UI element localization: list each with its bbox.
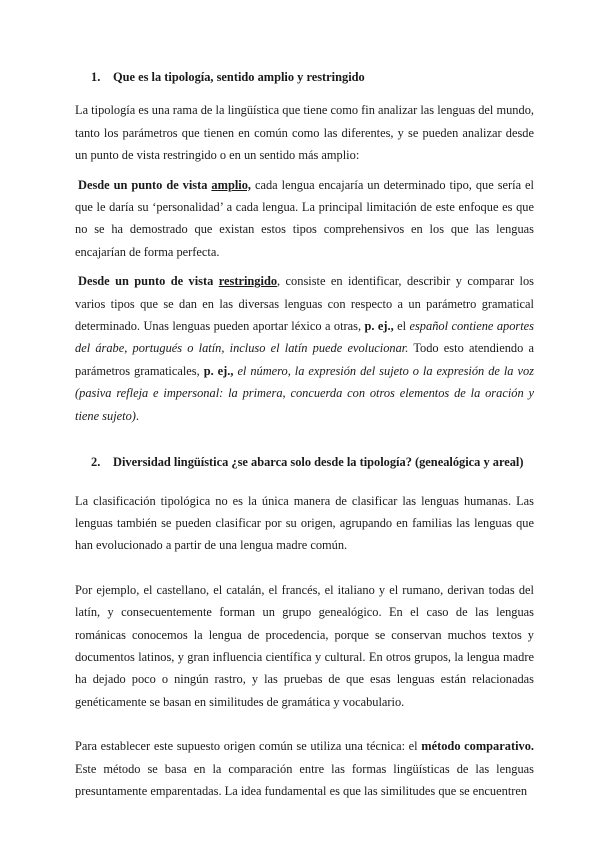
example-marker-2: p. ej., xyxy=(203,363,234,378)
amplio-lead: Desde un punto de vista xyxy=(78,177,208,192)
example-text-2: el número, la expresión del sujeto o la expresión de la voz (pasiva refleja e impersonal: la primera, concuerda con otros elementos de la oración y tiene sujeto) xyxy=(75,363,534,423)
section-1-heading xyxy=(75,66,534,88)
section-2-heading xyxy=(75,451,534,473)
metodo-text-2: Este método se basa en la comparación entre las formas lingüísticas de las lenguas presuntamente emparentadas. La idea fundamental es que las similitudes que se encuentren xyxy=(75,761,534,798)
example-text-1: español contiene aportes del árabe, portugués o latín, incluso el latín puede evolucionar. xyxy=(75,319,534,356)
amplio-text: cada lengua encajaría un determinado tipo, que sería el que le daría su ‘personalidad’ a cada lengua. La principal limitación de este enfoque es que no se ha demostrado que existan estos tipos comprehensivos en los que las lenguas encajarían de forma perfecta. xyxy=(75,177,534,259)
restringido-text-5: . xyxy=(135,408,140,423)
section-1-title: Que es la tipología, sentido amplio y restringido xyxy=(113,70,365,84)
amplio-paragraph xyxy=(75,174,534,264)
restringido-text-1: , consiste en identificar, describir y comparar los varios tipos que se dan en las diversas lenguas con respecto a un parámetro gramatical determinado. Unas lenguas pueden aportar léxico a otras, xyxy=(75,274,535,334)
section-2-number: 2. xyxy=(91,455,101,470)
restringido-text-3: Todo esto atendiendo a parámetros gramaticales, xyxy=(75,341,534,378)
restringido-text-2: el xyxy=(393,319,410,334)
restringido-paragraph xyxy=(75,270,534,427)
amplio-keyword: amplio, xyxy=(211,177,252,192)
ejemplo-paragraph: Por ejemplo, el castellano, el catalán, el francés, el italiano y el rumano, derivan todas del latín, y consecuentemente forman un grupo genealógico. En el caso de las lenguas románicas conocemos la lengua de procedencia, porque se conservan muchos textos y documentos latinos, y gran influencia científica y cultural. En otros grupos, la lengua madre ha dejado poco o ningún rastro, y las pruebas de que esas lenguas están relacionadas genéticamente se basan en similitudes de gramática y vocabulario. xyxy=(75,582,534,709)
metodo-text-1: Para establecer este supuesto origen común se utiliza una técnica: el xyxy=(75,739,422,754)
section-1-number: 1. xyxy=(91,70,101,84)
example-marker-1: p. ej., xyxy=(364,319,394,334)
intro-paragraph: La tipología es una rama de la lingüística que tiene como fin analizar las lenguas del mundo, tanto los parámetros que tienen en común como las diferentes, y se pueden analizar desde un punto de vista restringido o en un sentido más amplio: xyxy=(75,103,534,163)
section-2-title: Diversidad lingüística ¿se abarca solo desde la tipología? (genealógica y areal) xyxy=(113,455,524,470)
metodo-paragraph xyxy=(75,735,534,802)
metodo-keyword: método comparativo. xyxy=(421,739,535,754)
restringido-keyword: restringido xyxy=(218,274,278,289)
clasificacion-paragraph: La clasificación tipológica no es la única manera de clasificar las lenguas humanas. Las lenguas también se pueden clasificar por su origen, agrupando en familias las lenguas que han evolucionado a partir de una lengua madre común. xyxy=(75,493,534,553)
restringido-lead: Desde un punto de vista xyxy=(78,274,214,289)
